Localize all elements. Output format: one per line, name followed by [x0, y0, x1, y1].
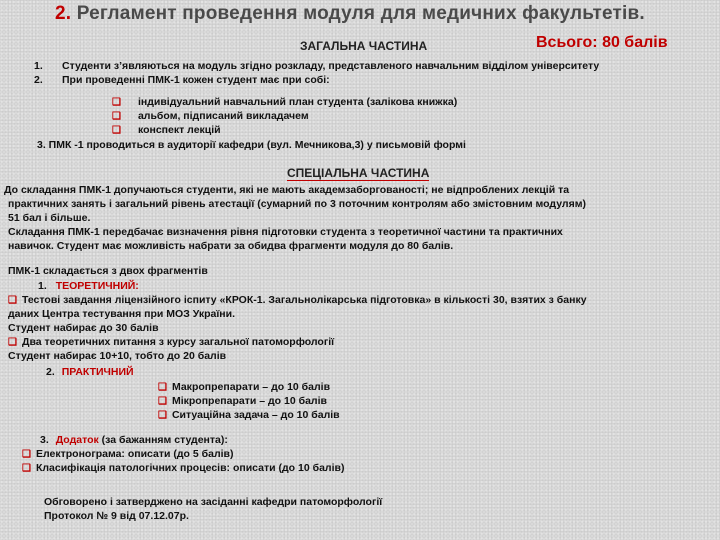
rule-2-num: 2. — [34, 74, 43, 86]
rule-3: 3. ПМК -1 проводиться в аудиторії кафедри (вул. Мечникова,3) у письмовій формі — [37, 139, 466, 151]
practical-item: ❑ Макропрепарати – до 10 балів — [158, 381, 331, 393]
list-item: ❑ індивідуальний навчальний план студента (залікова книжка) — [112, 96, 458, 108]
checkbox-bullet-icon: ❑ — [112, 97, 121, 108]
checkbox-bullet-icon: ❑ — [8, 337, 17, 348]
list-item: ❑ конспект лекцій — [112, 124, 221, 136]
theory-label: ТЕОРЕТИЧНИЙ: — [55, 280, 139, 292]
extra-suffix: (за бажанням студента): — [98, 434, 228, 446]
theory-line-3: Студент набирає до 30 балів — [8, 322, 159, 334]
practical-num: 2. — [46, 366, 55, 378]
special-para2-line2: навичок. Студент має можливість набрати за обидва фрагменти модуля до 80 балів. — [8, 240, 454, 252]
footer-line-2: Протокол № 9 від 07.12.07р. — [44, 510, 189, 522]
special-para2-line1: Складання ПМК-1 передбачає визначення рівня підготовки студента з теоретичної частини та практичних — [8, 226, 563, 238]
total-score: Всього: 80 балів — [536, 34, 668, 51]
title-number: 2. — [55, 3, 72, 24]
rule-2-text: При проведенні ПМК-1 кожен студент має при собі: — [62, 74, 330, 86]
rule-1 — [34, 59, 599, 73]
theory-heading — [38, 279, 139, 293]
checkbox-bullet-icon: ❑ — [158, 410, 167, 421]
checkbox-bullet-icon: ❑ — [22, 449, 31, 460]
checkbox-bullet-icon: ❑ — [112, 111, 121, 122]
practical-item: ❑ Мікропрепарати – до 10 балів — [158, 395, 327, 407]
theory-q2: ❑ Два теоретичних питання з курсу загальної патоморфології — [8, 336, 335, 348]
theory-num: 1. — [38, 280, 47, 292]
practical-item: ❑ Ситуаційна задача – до 10 балів — [158, 409, 340, 421]
checkbox-bullet-icon: ❑ — [158, 396, 167, 407]
checkbox-bullet-icon: ❑ — [22, 463, 31, 474]
extra-heading — [40, 433, 228, 447]
fragments-intro: ПМК-1 складається з двох фрагментів — [8, 265, 208, 277]
extra-item: ❑ Електронограма: описати (до 5 балів) — [22, 448, 234, 460]
title-text: Регламент проведення модуля для медичних факультетів. — [76, 3, 645, 24]
page-title — [55, 3, 645, 25]
footer-line-1: Обговорено і затверджено на засіданні кафедри патоморфології — [44, 496, 383, 508]
rule-1-text: Студенти з’являються на модуль згідно розкладу, представленого навчальним відділом університету — [62, 60, 600, 72]
extra-item: ❑ Класифікація патологічних процесів: описати (до 10 балів) — [22, 462, 345, 474]
list-item: ❑ альбом, підписаний викладачем — [112, 110, 309, 122]
special-para1-line3: 51 бал і більше. — [8, 212, 91, 224]
general-heading: ЗАГАЛЬНА ЧАСТИНА — [300, 39, 428, 53]
practical-label: ПРАКТИЧНИЙ — [61, 366, 134, 378]
practical-heading — [46, 365, 134, 379]
theory-q2-score: Студент набирає 10+10, тобто до 20 балів — [8, 350, 227, 362]
special-heading: СПЕЦІАЛЬНА ЧАСТИНА — [287, 166, 430, 180]
rule-1-num: 1. — [34, 60, 43, 72]
special-para1-line2: практичних занять і загальний рівень атестації (сумарний по 3 поточним контролям або змістовним модулям) — [8, 198, 586, 210]
extra-label: Додаток — [55, 434, 99, 446]
checkbox-bullet-icon: ❑ — [8, 295, 17, 306]
checkbox-bullet-icon: ❑ — [158, 382, 167, 393]
rule-2 — [34, 73, 330, 87]
extra-num: 3. — [40, 434, 49, 446]
special-para1-line1: До складання ПМК-1 допучаються студенти, які не мають академзаборгованості; не відпроблених лекцій та — [4, 184, 570, 196]
checkbox-bullet-icon: ❑ — [112, 125, 121, 136]
theory-line-2: даних Центра тестування при МОЗ України. — [8, 308, 236, 320]
theory-line-1: ❑ Тестові завдання ліцензійного іспиту «КРОК-1. Загальнолікарська підготовка» в кількості 30, взятих з банку — [8, 294, 587, 306]
